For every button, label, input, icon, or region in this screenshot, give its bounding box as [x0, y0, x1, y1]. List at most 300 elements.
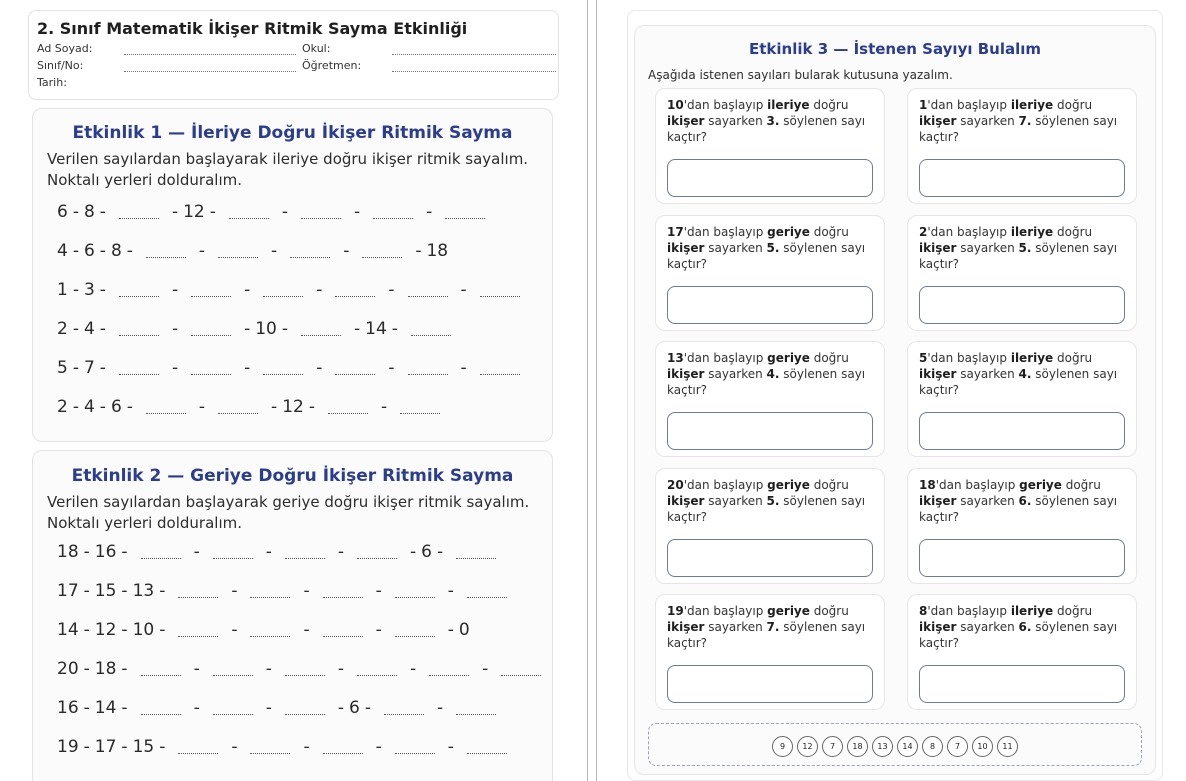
dash-separator: - — [72, 358, 79, 378]
class-no-input-line[interactable] — [124, 61, 296, 72]
dash-separator: - — [209, 202, 216, 222]
activity-2-panel — [32, 450, 553, 781]
sequence-number: 4 — [83, 397, 95, 417]
fill-blank[interactable] — [323, 586, 363, 598]
dash-separator: - — [231, 620, 238, 640]
sequence-number: 6 — [110, 397, 122, 417]
sequence-number: 2 — [57, 319, 68, 339]
dash-separator: - — [460, 280, 467, 300]
question-card — [655, 594, 885, 710]
dash-separator: - — [99, 241, 106, 261]
sequence-number: 6 — [83, 241, 95, 261]
fill-blank[interactable] — [362, 246, 402, 258]
dash-separator: - — [99, 319, 106, 339]
question-keyword: ikişer — [667, 620, 705, 634]
number-chip: 10 — [972, 736, 993, 757]
question-phrase: söylenen sayı kaçtır? — [667, 240, 866, 271]
fill-blank[interactable] — [178, 625, 218, 637]
question-keyword: 13 — [667, 351, 684, 365]
dash-separator: - — [159, 737, 166, 757]
question-card — [907, 341, 1137, 457]
number-chip: 9 — [772, 736, 793, 757]
question-text — [919, 224, 1131, 272]
question-text — [919, 477, 1131, 525]
dash-separator: - — [159, 620, 166, 640]
dash-separator: - — [343, 241, 350, 261]
dash-separator: - — [72, 319, 79, 339]
dash-separator: - — [447, 581, 454, 601]
dash-separator: - — [83, 581, 90, 601]
fill-blank[interactable] — [178, 586, 218, 598]
question-keyword: ileriye — [1010, 224, 1054, 239]
activity-1-desc-line-2: Noktalı yerleri dolduralım. — [47, 171, 242, 189]
question-phrase: doğru — [1053, 98, 1093, 112]
question-phrase: 'dan başlayıp — [683, 477, 768, 492]
fill-blank[interactable] — [400, 402, 440, 414]
dash-separator: - — [193, 542, 200, 562]
question-phrase: söylenen sayı kaçtır? — [667, 493, 866, 524]
question-text — [667, 350, 879, 398]
activity-3-panel — [634, 25, 1156, 775]
activity-1-panel — [32, 108, 553, 442]
question-text — [919, 350, 1131, 398]
sequence-number: 19 — [57, 737, 79, 757]
fill-blank[interactable] — [323, 742, 363, 754]
sequence-number: 20 — [57, 659, 79, 679]
sequence-number: 4 — [57, 241, 68, 261]
question-keyword: 8 — [919, 604, 928, 618]
answer-box[interactable] — [667, 665, 873, 703]
question-keyword: 4. — [1018, 367, 1032, 381]
question-keyword: 18 — [919, 477, 936, 492]
field-label-date: Tarih: — [37, 76, 67, 89]
question-phrase: doğru — [809, 98, 849, 112]
sequence-row — [57, 620, 470, 642]
question-keyword: 1 — [919, 98, 928, 112]
fill-blank[interactable] — [445, 207, 485, 219]
question-phrase: sayarken — [704, 620, 767, 634]
question-keyword: 6. — [1018, 620, 1032, 634]
sequence-row — [57, 581, 515, 603]
question-phrase: 'dan başlayıp — [683, 98, 768, 112]
fill-blank[interactable] — [357, 547, 397, 559]
fill-blank[interactable] — [384, 703, 424, 715]
fill-blank[interactable] — [141, 664, 181, 676]
field-label-teacher: Öğretmen: — [302, 59, 362, 72]
activity-1-desc-line-1: Verilen sayılardan başlayarak ileriye doğru ikişer ritmik sayalım. — [47, 150, 529, 168]
answer-box[interactable] — [919, 539, 1125, 577]
dash-separator: - — [436, 542, 444, 562]
dash-separator: - — [244, 358, 251, 378]
dash-separator: - — [72, 280, 79, 300]
question-card — [907, 468, 1137, 584]
dash-separator: - — [447, 737, 454, 757]
fill-blank[interactable] — [119, 285, 159, 297]
dash-separator: - — [460, 358, 467, 378]
fill-blank[interactable] — [357, 664, 397, 676]
fill-blank[interactable] — [141, 547, 181, 559]
dash-separator: - — [409, 659, 417, 679]
question-keyword: ikişer — [919, 367, 957, 381]
dash-separator: - — [375, 737, 382, 757]
answer-box[interactable] — [667, 539, 873, 577]
question-keyword: 7. — [1018, 114, 1032, 128]
fill-blank[interactable] — [323, 625, 363, 637]
dash-separator: - — [308, 397, 315, 417]
question-keyword: geriye — [1019, 477, 1062, 492]
question-keyword: ileriye — [1010, 98, 1054, 112]
sequence-number: 18 — [426, 241, 449, 261]
dash-separator: - — [316, 280, 323, 300]
teacher-input-line[interactable] — [392, 61, 556, 72]
sequence-number: 4 — [83, 319, 95, 339]
sequence-number: 14 — [365, 319, 387, 339]
fill-blank[interactable] — [467, 586, 507, 598]
dash-separator: - — [388, 280, 395, 300]
sequence-number: 5 — [57, 358, 68, 378]
question-phrase: 'dan başlayıp — [683, 224, 768, 239]
question-phrase: doğru — [809, 224, 849, 239]
field-label-name: Ad Soyad: — [37, 42, 93, 55]
dash-separator: - — [126, 397, 133, 417]
question-text — [919, 97, 1131, 145]
fill-blank[interactable] — [119, 207, 159, 219]
answer-box[interactable] — [919, 412, 1125, 450]
question-text — [667, 477, 879, 525]
sequence-number: 16 — [57, 698, 79, 718]
sequence-row — [57, 202, 493, 224]
dash-separator: - — [380, 397, 388, 417]
question-keyword: 2 — [919, 224, 928, 239]
question-keyword: ikişer — [919, 240, 957, 255]
dash-separator: - — [426, 202, 433, 222]
fill-blank[interactable] — [119, 363, 159, 375]
dash-separator: - — [121, 698, 128, 718]
question-phrase: 'dan başlayıp — [683, 351, 768, 365]
dash-separator: - — [303, 737, 310, 757]
sequence-number: 6 — [421, 542, 432, 562]
dash-separator: - — [447, 620, 454, 640]
dash-separator: - — [99, 280, 106, 300]
question-keyword: geriye — [767, 477, 810, 492]
fill-blank[interactable] — [408, 285, 448, 297]
sequence-number: 12 — [183, 202, 205, 222]
sequence-number: 10 — [255, 319, 277, 339]
question-keyword: 7. — [766, 620, 780, 634]
number-chip: 11 — [997, 736, 1018, 757]
sequence-row — [57, 698, 504, 720]
question-phrase: 'dan başlayıp — [935, 477, 1020, 492]
dash-separator: - — [375, 620, 382, 640]
fill-blank[interactable] — [411, 324, 451, 336]
fill-blank[interactable] — [456, 703, 496, 715]
dash-separator: - — [171, 358, 179, 378]
fill-blank[interactable] — [335, 285, 375, 297]
fill-blank[interactable] — [395, 742, 435, 754]
dash-separator: - — [99, 358, 106, 378]
question-keyword: ileriye — [1010, 604, 1054, 618]
fill-blank[interactable] — [213, 547, 253, 559]
question-keyword: 5 — [919, 351, 928, 365]
sequence-row — [57, 737, 515, 759]
fill-blank[interactable] — [191, 324, 231, 336]
sequence-number: 8 — [83, 202, 95, 222]
activity-2-desc-line-1: Verilen sayılardan başlayarak geriye doğru ikişer ritmik sayalım. — [47, 493, 530, 511]
dash-separator: - — [375, 581, 382, 601]
fill-blank[interactable] — [480, 285, 520, 297]
name-input-line[interactable] — [124, 44, 296, 55]
dash-separator: - — [354, 202, 361, 222]
field-label-school: Okul: — [302, 42, 331, 55]
dash-separator: - — [415, 241, 422, 261]
school-input-line[interactable] — [392, 44, 556, 55]
sequence-number: 17 — [57, 581, 79, 601]
question-phrase: 'dan başlayıp — [927, 604, 1011, 618]
question-card — [655, 468, 885, 584]
question-keyword: 6. — [1018, 493, 1032, 508]
question-text — [667, 603, 879, 651]
question-phrase: 'dan başlayıp — [927, 98, 1011, 112]
sequence-number: 17 — [94, 737, 117, 757]
dash-separator: - — [159, 581, 166, 601]
fill-blank[interactable] — [213, 703, 253, 715]
question-phrase: 'dan başlayıp — [927, 351, 1011, 365]
activity-3-title: Etkinlik 3 — İstenen Sayıyı Bulalım — [749, 40, 1041, 58]
question-phrase: doğru — [809, 477, 849, 492]
question-phrase: söylenen sayı kaçtır? — [667, 367, 866, 397]
dash-separator: - — [271, 241, 278, 261]
question-phrase: sayarken — [704, 367, 767, 381]
number-chip: 12 — [797, 736, 818, 757]
dash-separator: - — [121, 659, 128, 679]
fill-blank[interactable] — [285, 664, 325, 676]
dash-separator: - — [354, 319, 361, 339]
sequence-number: 8 — [110, 241, 122, 261]
sequence-number: 18 — [57, 542, 79, 562]
fill-blank[interactable] — [146, 246, 186, 258]
question-phrase: sayarken — [956, 240, 1019, 255]
sequence-number: 12 — [282, 397, 304, 417]
answer-box[interactable] — [667, 159, 873, 197]
number-chip: 7 — [822, 736, 843, 757]
fill-blank[interactable] — [263, 363, 303, 375]
question-keyword: 5. — [766, 493, 780, 508]
dash-separator: - — [265, 659, 272, 679]
fill-blank[interactable] — [301, 207, 341, 219]
number-chip: 13 — [872, 736, 893, 757]
sequence-number: 15 — [94, 581, 117, 601]
fill-blank[interactable] — [229, 207, 269, 219]
question-card — [655, 88, 885, 204]
question-keyword: ikişer — [667, 367, 705, 381]
sequence-row — [57, 358, 528, 380]
question-phrase: doğru — [1053, 351, 1093, 365]
sequence-number: 10 — [132, 620, 155, 640]
fill-blank[interactable] — [213, 664, 253, 676]
dash-separator: - — [409, 542, 417, 562]
question-keyword: 5. — [766, 240, 780, 255]
dash-separator: - — [337, 698, 344, 718]
question-text — [667, 224, 879, 272]
sequence-row — [57, 542, 504, 564]
fill-blank[interactable] — [395, 586, 435, 598]
question-phrase: doğru — [809, 604, 849, 618]
dash-separator: - — [83, 620, 90, 640]
fill-blank[interactable] — [301, 324, 341, 336]
right-page — [620, 0, 1165, 781]
dash-separator: - — [171, 202, 179, 222]
fill-blank[interactable] — [178, 742, 218, 754]
dash-separator: - — [99, 202, 106, 222]
dash-separator: - — [72, 397, 79, 417]
activity-2-desc-line-2: Noktalı yerleri dolduralım. — [47, 514, 242, 532]
question-keyword: ikişer — [919, 493, 957, 508]
sequence-number: 14 — [94, 698, 117, 718]
sequence-row — [57, 280, 528, 302]
activity-1-title: Etkinlik 1 — İleriye Doğru İkişer Ritmik Sayma — [72, 123, 513, 143]
fill-blank[interactable] — [218, 246, 258, 258]
dash-separator: - — [121, 581, 128, 601]
dash-separator: - — [83, 659, 90, 679]
left-page — [23, 0, 566, 781]
question-phrase: sayarken — [956, 620, 1019, 634]
question-phrase: söylenen sayı kaçtır? — [919, 367, 1118, 397]
fill-blank[interactable] — [480, 363, 520, 375]
fill-blank[interactable] — [250, 742, 290, 754]
question-keyword: geriye — [767, 351, 810, 365]
dash-separator: - — [281, 202, 288, 222]
question-keyword: ikişer — [667, 114, 705, 128]
question-keyword: ikişer — [919, 620, 957, 634]
fill-blank[interactable] — [191, 363, 231, 375]
dash-separator: - — [244, 280, 251, 300]
fill-blank[interactable] — [501, 664, 541, 676]
question-keyword: geriye — [767, 604, 810, 618]
answer-box[interactable] — [919, 159, 1125, 197]
student-info-fields — [37, 40, 550, 91]
fill-blank[interactable] — [395, 625, 435, 637]
dash-separator: - — [72, 241, 79, 261]
fill-blank[interactable] — [285, 547, 325, 559]
dash-separator: - — [126, 241, 133, 261]
question-text — [667, 97, 879, 145]
fill-blank[interactable] — [290, 246, 330, 258]
fill-blank[interactable] — [285, 703, 325, 715]
fill-blank[interactable] — [263, 285, 303, 297]
number-chip: 18 — [847, 736, 868, 757]
question-phrase: söylenen sayı kaçtır? — [919, 240, 1118, 271]
question-keyword: geriye — [767, 224, 810, 239]
question-phrase: doğru — [1053, 604, 1093, 618]
question-card — [907, 88, 1137, 204]
fill-blank[interactable] — [250, 625, 290, 637]
question-card — [655, 215, 885, 331]
fill-blank[interactable] — [335, 363, 375, 375]
question-keyword: 20 — [667, 477, 684, 492]
number-chip: 14 — [897, 736, 918, 757]
question-keyword: 3. — [766, 114, 780, 128]
dash-separator: - — [244, 319, 251, 339]
sequence-number: 13 — [132, 581, 155, 601]
question-phrase: söylenen sayı kaçtır? — [919, 620, 1118, 650]
fill-blank[interactable] — [456, 547, 496, 559]
activity-1-description — [47, 149, 552, 191]
question-card — [907, 594, 1137, 710]
fill-blank[interactable] — [191, 285, 231, 297]
dash-separator: - — [72, 202, 79, 222]
question-phrase: sayarken — [956, 493, 1019, 508]
fill-blank[interactable] — [146, 402, 186, 414]
sequence-row — [57, 659, 549, 681]
sequence-number: 6 — [348, 698, 360, 718]
fill-blank[interactable] — [408, 363, 448, 375]
question-keyword: ikişer — [667, 240, 705, 255]
question-phrase: doğru — [809, 351, 849, 365]
dash-separator: - — [231, 581, 238, 601]
fill-blank[interactable] — [119, 324, 159, 336]
question-card — [907, 215, 1137, 331]
dash-separator: - — [316, 358, 323, 378]
activity-2-description — [47, 492, 552, 534]
dash-separator: - — [303, 620, 310, 640]
dash-separator: - — [121, 620, 128, 640]
question-keyword: ikişer — [667, 493, 705, 508]
dash-separator: - — [193, 659, 200, 679]
fill-blank[interactable] — [373, 207, 413, 219]
dash-separator: - — [198, 397, 206, 417]
fill-blank[interactable] — [250, 586, 290, 598]
dash-separator: - — [121, 542, 128, 562]
question-keyword: ikişer — [919, 114, 957, 128]
dash-separator: - — [171, 280, 179, 300]
student-info-header — [28, 10, 559, 100]
answer-box[interactable] — [919, 665, 1125, 703]
question-keyword: 17 — [667, 224, 684, 239]
sequence-row — [57, 241, 448, 263]
page-divider-left — [587, 0, 588, 781]
question-phrase: 'dan başlayıp — [683, 604, 768, 618]
question-phrase: 'dan başlayıp — [927, 224, 1011, 239]
answer-box[interactable] — [667, 412, 873, 450]
dash-separator: - — [337, 542, 344, 562]
page-divider-right — [596, 0, 597, 781]
question-text — [919, 603, 1131, 651]
fill-blank[interactable] — [328, 402, 368, 414]
dash-separator: - — [265, 542, 272, 562]
question-keyword: 4. — [766, 367, 780, 381]
dash-separator: - — [193, 698, 200, 718]
number-chip: 8 — [922, 736, 943, 757]
dash-separator: - — [281, 319, 288, 339]
dash-separator: - — [83, 698, 90, 718]
question-phrase: sayarken — [704, 240, 767, 255]
fill-blank[interactable] — [141, 703, 181, 715]
sequence-number: 3 — [83, 280, 95, 300]
fill-blank[interactable] — [429, 664, 469, 676]
answer-box[interactable] — [667, 286, 873, 324]
fill-blank[interactable] — [218, 402, 258, 414]
dash-separator: - — [83, 542, 90, 562]
question-phrase: doğru — [1053, 224, 1093, 239]
question-phrase: söylenen sayı kaçtır? — [667, 114, 866, 144]
number-chip: 7 — [947, 736, 968, 757]
question-phrase: sayarken — [704, 114, 767, 128]
fill-blank[interactable] — [467, 742, 507, 754]
answer-box[interactable] — [919, 286, 1125, 324]
sequence-row — [57, 319, 459, 341]
question-keyword: 19 — [667, 604, 684, 618]
sequence-number: 7 — [83, 358, 95, 378]
